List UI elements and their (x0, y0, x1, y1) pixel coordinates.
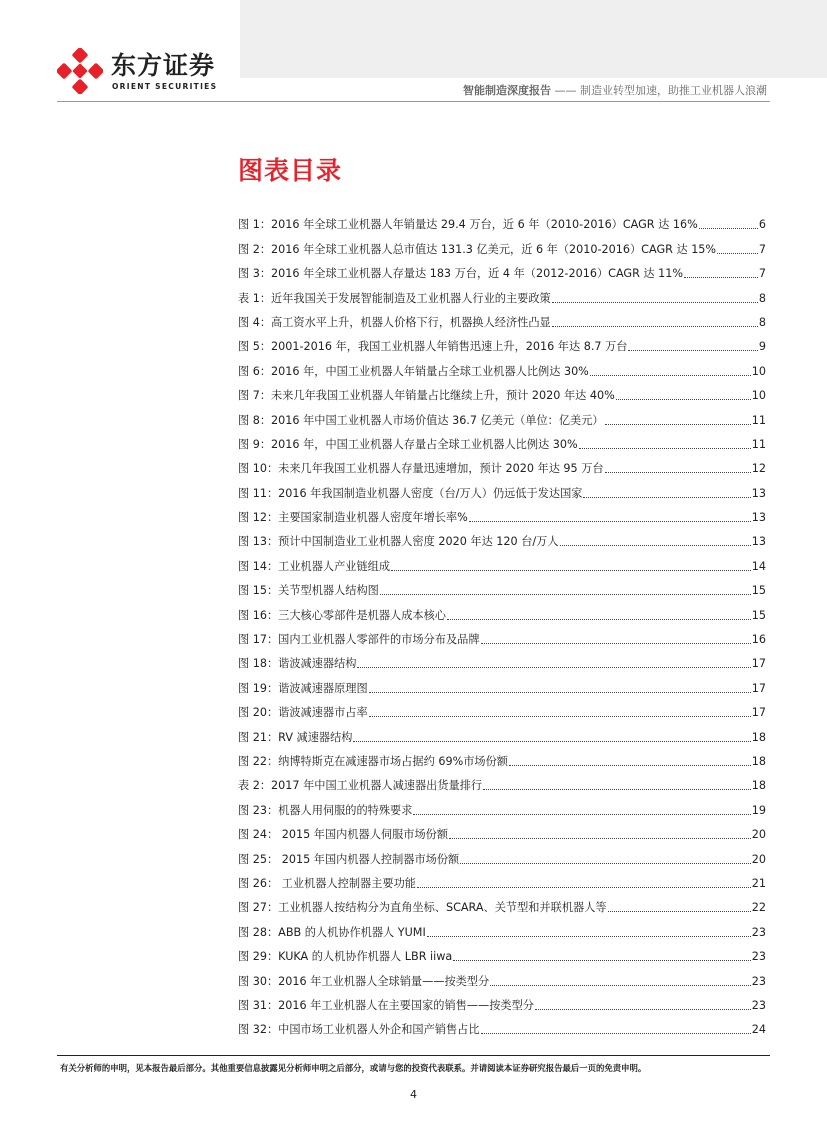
toc-entry-label: 图 8：2016 年中国工业机器人市场价值达 36.7 亿美元（单位：亿美元） (238, 413, 604, 427)
toc-entry-label: 图 2：2016 年全球工业机器人总市值达 131.3 亿美元，近 6 年（2010-2016）CAGR 达 15% (238, 242, 717, 256)
toc-dot-leader (717, 253, 758, 254)
toc-entry-page: 23 (751, 950, 766, 964)
toc-entry[interactable] (238, 623, 766, 647)
toc-dot-leader (380, 594, 751, 595)
header-rule (57, 101, 770, 102)
toc-entry-label: 图 23：机器人用伺服的的特殊要求 (238, 803, 413, 817)
report-subtitle: 制造业转型加速，助推工业机器人浪潮 (580, 84, 767, 97)
toc-entry-page: 7 (758, 267, 766, 281)
report-header-caption (463, 82, 767, 98)
toc-entry-page: 8 (758, 315, 766, 329)
toc-dot-leader (460, 863, 751, 864)
page-number: 4 (410, 1088, 417, 1101)
toc-entry[interactable] (238, 549, 766, 573)
toc-dot-leader (608, 911, 751, 912)
toc-entry-page: 24 (751, 1023, 766, 1037)
toc-entry-label: 图 22：纳博特斯克在减速器市场占据约 69%市场份额 (238, 754, 508, 768)
toc-entry-label: 表 1：近年我国关于发展智能制造及工业机器人行业的主要政策 (238, 291, 551, 305)
toc-entry-page: 9 (758, 340, 766, 354)
toc-entry[interactable] (238, 476, 766, 500)
toc-entry-label: 图 28：ABB 的人机协作机器人 YUMI (238, 925, 426, 939)
toc-entry-page: 14 (751, 559, 766, 573)
toc-entry[interactable] (238, 940, 766, 964)
toc-entry-page: 17 (751, 706, 766, 720)
toc-entry[interactable] (238, 452, 766, 476)
toc-entry-page: 18 (751, 779, 766, 793)
toc-dot-leader (552, 302, 758, 303)
toc-entry-label: 图 20：谐波减速器市占率 (238, 706, 368, 720)
toc-entry-page: 13 (751, 511, 766, 525)
toc-dot-leader (357, 667, 750, 668)
toc-entry-page: 23 (751, 998, 766, 1012)
toc-entry-page: 6 (758, 218, 766, 232)
toc-entry[interactable] (238, 232, 766, 256)
toc-entry-page: 23 (751, 974, 766, 988)
toc-entry-label: 图 1：2016 年全球工业机器人年销量达 29.4 万台，近 6 年（2010-2016）CAGR 达 16% (238, 218, 698, 232)
toc-entry-page: 11 (751, 413, 766, 427)
toc-entry[interactable] (238, 501, 766, 525)
toc-entry[interactable] (238, 208, 766, 232)
toc-entry-label: 表 2：2017 年中国工业机器人减速器出货量排行 (238, 779, 483, 793)
toc-entry-page: 13 (751, 486, 766, 500)
toc-dot-leader (449, 838, 751, 839)
toc-entry[interactable] (238, 281, 766, 305)
toc-entry[interactable] (238, 769, 766, 793)
toc-entry-label: 图 24： 2015 年国内机器人伺服市场份额 (238, 828, 449, 842)
toc-entry-page: 13 (751, 535, 766, 549)
toc-entry[interactable] (238, 1013, 766, 1037)
toc-entry-label: 图 4：高工资水平上升，机器人价格下行，机器换人经济性凸显 (238, 315, 551, 329)
toc-entry-label: 图 19：谐波减速器原理图 (238, 681, 368, 695)
toc-entry-page: 8 (758, 291, 766, 305)
toc-entry[interactable] (238, 257, 766, 281)
toc-entry-label: 图 29：KUKA 的人机协作机器人 LBR iiwa (238, 950, 453, 964)
toc-entry-label: 图 17：国内工业机器人零部件的市场分布及品牌 (238, 633, 480, 647)
toc-entry-page: 10 (751, 389, 766, 403)
header-dash: —— (551, 84, 580, 97)
toc-entry[interactable] (238, 891, 766, 915)
toc-entry-label: 图 16：三大核心零部件是机器人成本核心 (238, 608, 446, 622)
section-title: 图表目录 (238, 156, 343, 185)
toc-entry-page: 23 (751, 925, 766, 939)
toc-dot-leader (391, 570, 751, 571)
toc-dot-leader (579, 448, 751, 449)
toc-entry-label: 图 21：RV 减速器结构 (238, 730, 353, 744)
brand-logo (57, 48, 237, 96)
toc-dot-leader (427, 936, 751, 937)
toc-dot-leader (453, 960, 750, 961)
toc-entry[interactable] (238, 525, 766, 549)
header-grey-block (240, 0, 827, 78)
toc-dot-leader (469, 521, 751, 522)
toc-entry-label: 图 3：2016 年全球工业机器人存量达 183 万台，近 4 年（2012-2016）CAGR 达 11% (238, 267, 684, 281)
toc-entry[interactable] (238, 403, 766, 427)
toc-dot-leader (483, 789, 751, 790)
toc-entry-page: 7 (758, 242, 766, 256)
toc-entry[interactable] (238, 818, 766, 842)
toc-dot-leader (560, 545, 751, 546)
toc-entry-label: 图 13：预计中国制造业工业机器人密度 2020 年达 120 台/万人 (238, 535, 559, 549)
toc-entry[interactable] (238, 915, 766, 939)
toc-entry[interactable] (238, 793, 766, 817)
orient-securities-logo-icon (57, 48, 103, 94)
toc-entry-page: 12 (751, 462, 766, 476)
toc-dot-leader (684, 277, 758, 278)
toc-entry-page: 20 (751, 828, 766, 842)
toc-entry[interactable] (238, 379, 766, 403)
toc-entry-label: 图 5：2001-2016 年，我国工业机器人年销售迅速上升，2016 年达 8.7 万台 (238, 340, 628, 354)
toc-entry[interactable] (238, 647, 766, 671)
toc-entry-label: 图 18：谐波减速器结构 (238, 657, 357, 671)
toc-entry-label: 图 10：未来几年我国工业机器人存量迅速增加，预计 2020 年达 95 万台 (238, 462, 604, 476)
toc-entry-label: 图 12：主要国家制造业机器人密度年增长率% (238, 511, 468, 525)
toc-entry-page: 17 (751, 657, 766, 671)
toc-entry-page: 17 (751, 681, 766, 695)
toc-entry-label: 图 25： 2015 年国内机器人控制器市场份额 (238, 852, 460, 866)
toc-entry[interactable] (238, 671, 766, 695)
toc-dot-leader (509, 765, 751, 766)
toc-dot-leader (369, 716, 751, 717)
toc-entry-page: 18 (751, 730, 766, 744)
logo-english-name: ORIENT SECURITIES (112, 82, 218, 91)
toc-dot-leader (605, 424, 751, 425)
toc-dot-leader (447, 619, 751, 620)
toc-entry-page: 15 (751, 584, 766, 598)
toc-entry[interactable] (238, 867, 766, 891)
toc-dot-leader (369, 692, 751, 693)
toc-entry-page: 15 (751, 608, 766, 622)
toc-dot-leader (605, 472, 751, 473)
toc-entry-label: 图 7：未来几年我国工业机器人年销量占比继续上升，预计 2020 年达 40% (238, 389, 615, 403)
toc-entry[interactable] (238, 574, 766, 598)
toc-entry-page: 18 (751, 754, 766, 768)
toc-entry-label: 图 27：工业机器人按结构分为直角坐标、SCARA、关节型和并联机器人等 (238, 901, 607, 915)
toc-entry-page: 11 (751, 437, 766, 451)
footer-rule (57, 1055, 770, 1056)
toc-entry-label: 图 30：2016 年工业机器人全球销量——按类型分 (238, 974, 490, 988)
toc-entry[interactable] (238, 696, 766, 720)
toc-entry-label: 图 6：2016 年，中国工业机器人年销量占全球工业机器人比例达 30% (238, 364, 589, 378)
toc-entry-page: 19 (751, 803, 766, 817)
toc-dot-leader (590, 375, 751, 376)
toc-entry[interactable] (238, 720, 766, 744)
toc-entry-label: 图 31：2016 年工业机器人在主要国家的销售——按类型分 (238, 998, 534, 1012)
toc-dot-leader (583, 497, 750, 498)
toc-entry-label: 图 11：2016 年我国制造业机器人密度（台/万人）仍远低于发达国家 (238, 486, 583, 500)
toc-entry-page: 10 (751, 364, 766, 378)
toc-dot-leader (552, 326, 758, 327)
toc-entry-label: 图 15：关节型机器人结构图 (238, 584, 379, 598)
toc-dot-leader (481, 1033, 751, 1034)
toc-entry-label: 图 9：2016 年，中国工业机器人存量占全球工业机器人比例达 30% (238, 437, 578, 451)
table-of-figures (238, 208, 766, 1037)
toc-entry-label: 图 26： 工业机器人控制器主要功能 (238, 876, 416, 890)
toc-dot-leader (616, 399, 751, 400)
toc-entry[interactable] (238, 745, 766, 769)
toc-dot-leader (699, 228, 758, 229)
toc-dot-leader (535, 1009, 751, 1010)
toc-dot-leader (413, 814, 750, 815)
toc-entry[interactable] (238, 964, 766, 988)
toc-dot-leader (353, 741, 750, 742)
toc-entry[interactable] (238, 354, 766, 378)
toc-entry[interactable] (238, 330, 766, 354)
toc-entry-page: 21 (751, 876, 766, 890)
toc-entry[interactable] (238, 598, 766, 622)
toc-dot-leader (490, 985, 751, 986)
toc-entry-page: 20 (751, 852, 766, 866)
report-type: 智能制造深度报告 (463, 84, 551, 97)
toc-dot-leader (481, 643, 751, 644)
toc-entry-label: 图 14：工业机器人产业链组成 (238, 559, 391, 573)
toc-entry-label: 图 32：中国市场工业机器人外企和国产销售占比 (238, 1023, 480, 1037)
toc-entry-page: 16 (751, 633, 766, 647)
toc-entry[interactable] (238, 989, 766, 1013)
footer-disclaimer: 有关分析师的申明，见本报告最后部分。其他重要信息披露见分析师申明之后部分，或请与您的投资代表联系。并请阅读本证券研究报告最后一页的免责申明。 (60, 1063, 647, 1073)
toc-dot-leader (628, 350, 757, 351)
toc-entry-page: 22 (751, 901, 766, 915)
toc-entry[interactable] (238, 428, 766, 452)
toc-entry[interactable] (238, 842, 766, 866)
toc-dot-leader (417, 887, 751, 888)
logo-chinese-name: 东方证券 (111, 51, 216, 80)
toc-entry[interactable] (238, 306, 766, 330)
